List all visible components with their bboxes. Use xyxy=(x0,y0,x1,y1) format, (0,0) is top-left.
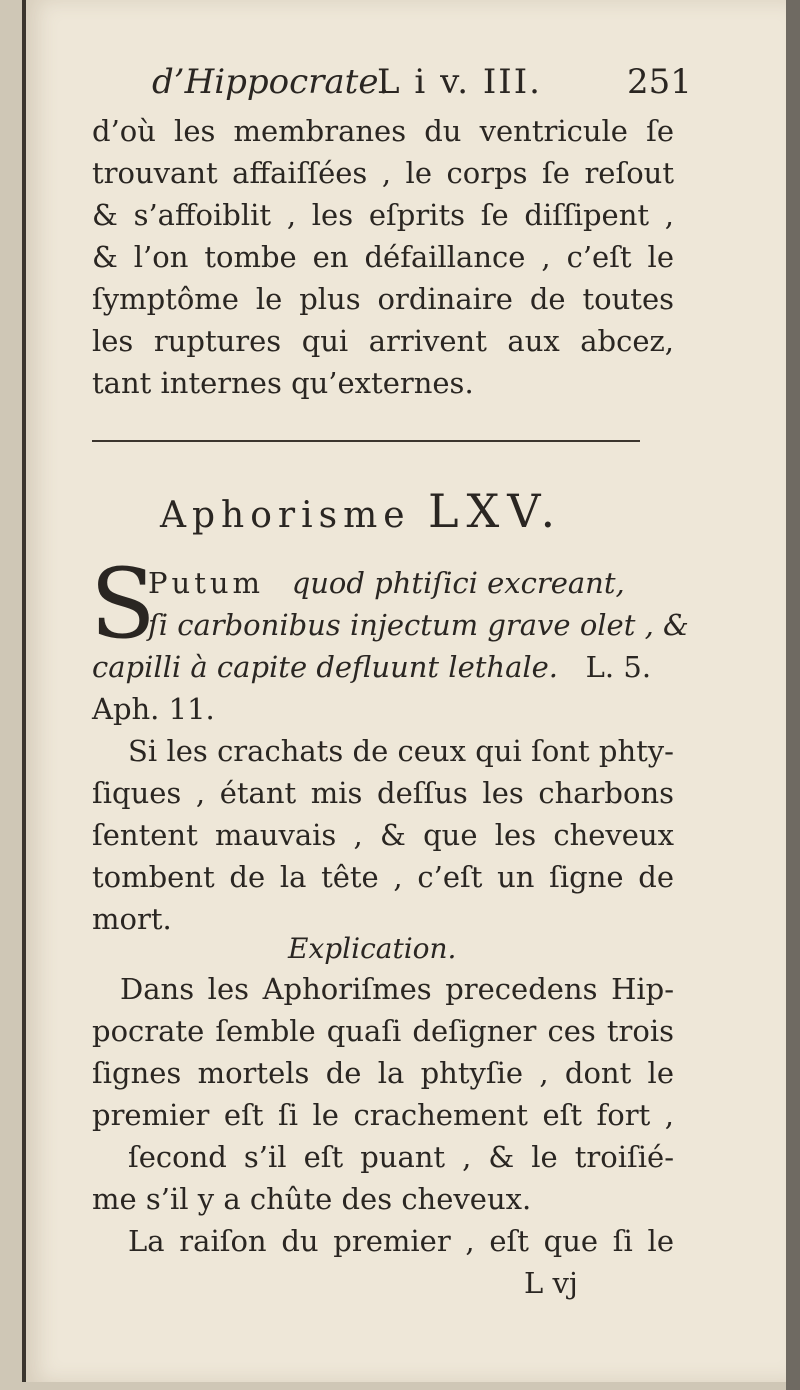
header-title: d’Hippocrate. xyxy=(152,62,390,102)
translation-line: tombent de la tête , c’eſt un ſigne de xyxy=(92,860,674,894)
section-rule xyxy=(92,440,640,442)
running-header xyxy=(92,62,692,112)
explication-line: premier eſt ſi le crachement eſt fort , xyxy=(92,1098,674,1132)
page-number: 251 xyxy=(627,62,692,102)
header-book: L i v. III. xyxy=(377,62,542,102)
catchword: L vj xyxy=(524,1266,578,1300)
intro-line: ſymptôme le plus ordinaire de toutes xyxy=(92,282,674,316)
heading-numeral: LXV. xyxy=(428,484,564,538)
aphorism-line-2: ſi carbonibus inje​ctum grave olet , & xyxy=(148,608,689,642)
intro-line: d’où les membranes du ventricule ſe xyxy=(92,114,674,148)
explication-line: ſecond s’il eſt puant , & le troiſié- xyxy=(128,1140,674,1174)
aphorism-reference: L. 5. xyxy=(585,650,652,684)
heading-word: Aphorisme xyxy=(160,495,411,536)
translation-line: ſentent mauvais , & que les cheveux xyxy=(92,818,674,852)
explication-line: Dans les Aphoriſmes precedens Hip- xyxy=(120,972,674,1006)
explication-title: Explication. xyxy=(288,932,457,965)
translation-line: ſiques , étant mis deſſus les charbons xyxy=(92,776,674,810)
translation-line: Si les crachats de ceux qui ſont phty- xyxy=(128,734,674,768)
intro-line: trouvant affaiſſées , le corps ſe reſout xyxy=(92,156,674,190)
aphorism-line-4: Aph. 11. xyxy=(92,692,215,726)
translation-line: mort. xyxy=(92,902,172,936)
aphorism-caps: Putum xyxy=(148,566,265,600)
intro-line: & l’on tombe en défaillance , c’eſt le xyxy=(92,240,674,274)
aphorism-text: capilli à capite defluunt lethale. xyxy=(92,650,559,684)
aphorism-heading xyxy=(160,484,563,538)
explication-line: ſignes mortels de la phtyſie , dont le xyxy=(92,1056,674,1090)
intro-line: les ruptures qui arrivent aux abcez, xyxy=(92,324,674,358)
explication-line: La raiſon du premier , eſt que ſi le xyxy=(128,1224,674,1258)
intro-line: tant internes qu’externes. xyxy=(92,366,474,400)
page-edge xyxy=(786,0,800,1390)
aphorism-line-1 xyxy=(148,566,625,600)
explication-line: pocrate ſemble quaſi deſigner ces trois xyxy=(92,1014,674,1048)
drop-capital: S xyxy=(90,548,156,660)
aphorism-text: quod phtiſici excreant, xyxy=(291,566,625,600)
aphorism-line-3 xyxy=(92,650,651,684)
intro-line: & s’affoiblit , les eſprits ſe diſſipent , xyxy=(92,198,674,232)
explication-line: me s’il y a chûte des cheveux. xyxy=(92,1182,532,1216)
